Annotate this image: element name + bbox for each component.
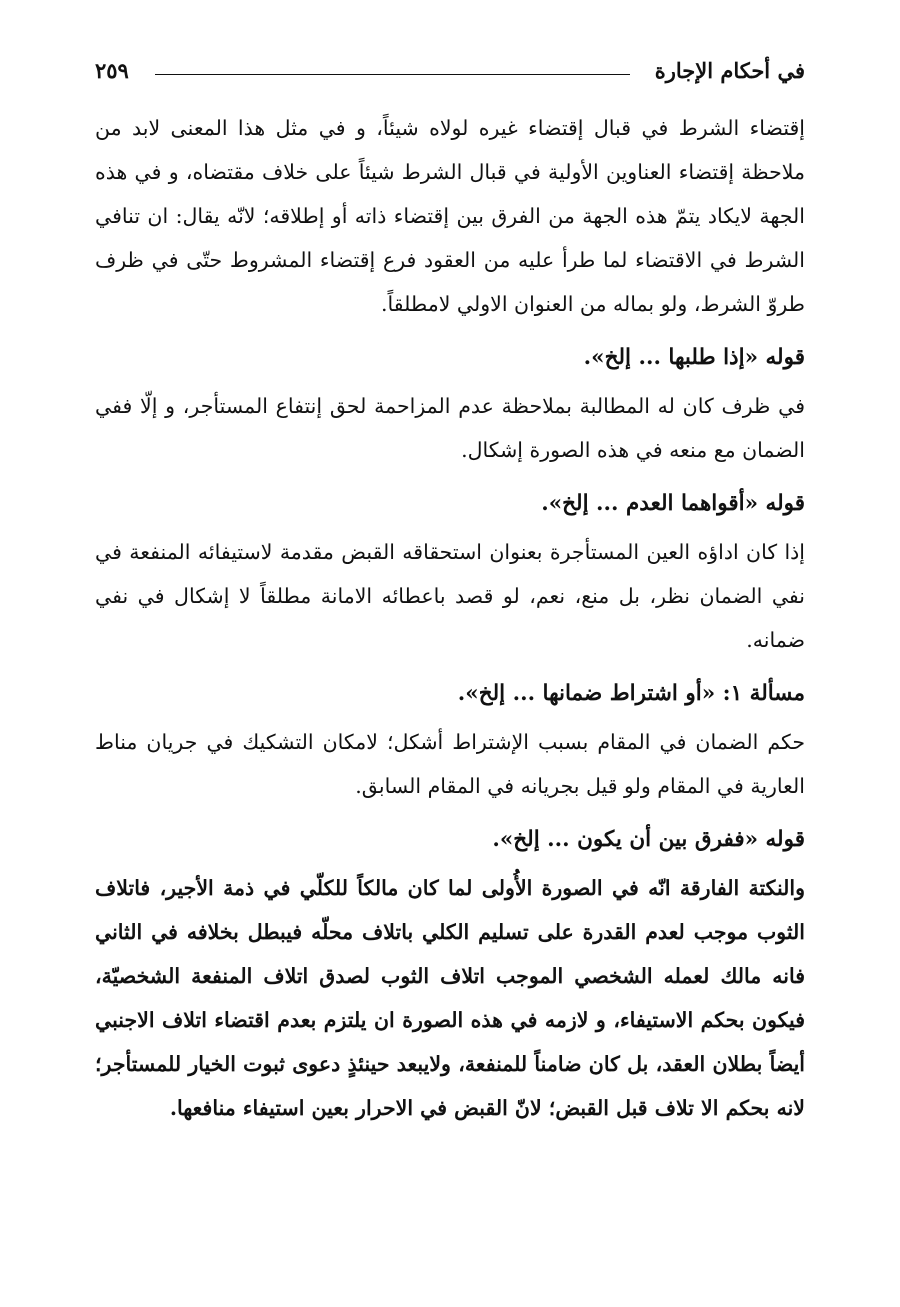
page-header — [95, 56, 805, 92]
header-rule — [155, 74, 630, 75]
paragraph: حكم الضمان في المقام بسبب الإشتراط أشكل؛ لامكان التشكيك في جريان مناط العارية في المقام ولو قيل بجريانه في المقام السابق. — [95, 730, 805, 798]
section-heading: قوله «ففرق بين أن يكون ... إلخ». — [492, 827, 805, 852]
page-body — [95, 106, 805, 1130]
paragraph: في ظرف كان له المطالبة بملاحظة عدم المزاحمة لحق إنتفاع المستأجر، و إلّا ففي الضمان مع منعه في هذه الصورة إشكال. — [95, 394, 805, 462]
section-heading: قوله «إذا طلبها ... إلخ». — [583, 345, 805, 370]
section-heading: مسألة ١: «أو اشتراط ضمانها ... إلخ». — [457, 681, 805, 706]
section-heading: قوله «أقواهما العدم ... إلخ». — [541, 491, 805, 516]
page-number: ٢٥٩ — [95, 58, 129, 83]
paragraph: إقتضاء الشرط في قبال إقتضاء غيره لولاه شيئاً، و في مثل هذا المعنى لابد من ملاحظة إقتضاء العناوين الأولية في قبال الشرط شيئاً على خلاف مقتضاه، و في هذه الجهة لايكاد يتمّ هذه الجهة من الفرق بين إقتضاء ذاته أو إطلاقه؛ لانّه يقال: ان تنافي الشرط في الاقتضاء لما طرأ عليه من العقود فرع إقتضاء المشروط حتّى في ظرف طروّ الشرط، ولو بماله من العنوان الاولي لامطلقاً. — [95, 116, 805, 316]
paragraph: إذا كان اداؤه العين المستأجرة بعنوان استحقاقه القبض مقدمة لاستيفائه المنفعة في نفي الضمان نظر، بل منع، نعم، لو قصد باعطائه الامانة مطلقاً لا إشكال في نفي ضمانه. — [95, 540, 805, 652]
running-title: في أحكام الإجارة — [654, 58, 805, 83]
paragraph: والنكتة الفارقة انّه في الصورة الأُولى لما كان مالكاً للكلّي في ذمة الأجير، فاتلاف الثوب موجب لعدم القدرة على تسليم الكلي باتلاف محلّه فيبطل بخلافه في الثاني فانه مالك لعمله الشخصي الموجب اتلاف الثوب لصدق اتلاف المنفعة الشخصيّة، فيكون بحكم الاستيفاء، و لازمه في هذه الصورة ان يلتزم بعدم اقتضاء اتلاف الاجنبي أيضاً بطلان العقد، بل كان ضامناً للمنفعة، ولايبعد حينئذٍ دعوى ثبوت الخيار للمستأجر؛ لانه بحكم الا تلاف قبل القبض؛ لانّ القبض في الاحرار بعين استيفاء منافعها. — [95, 876, 805, 1120]
